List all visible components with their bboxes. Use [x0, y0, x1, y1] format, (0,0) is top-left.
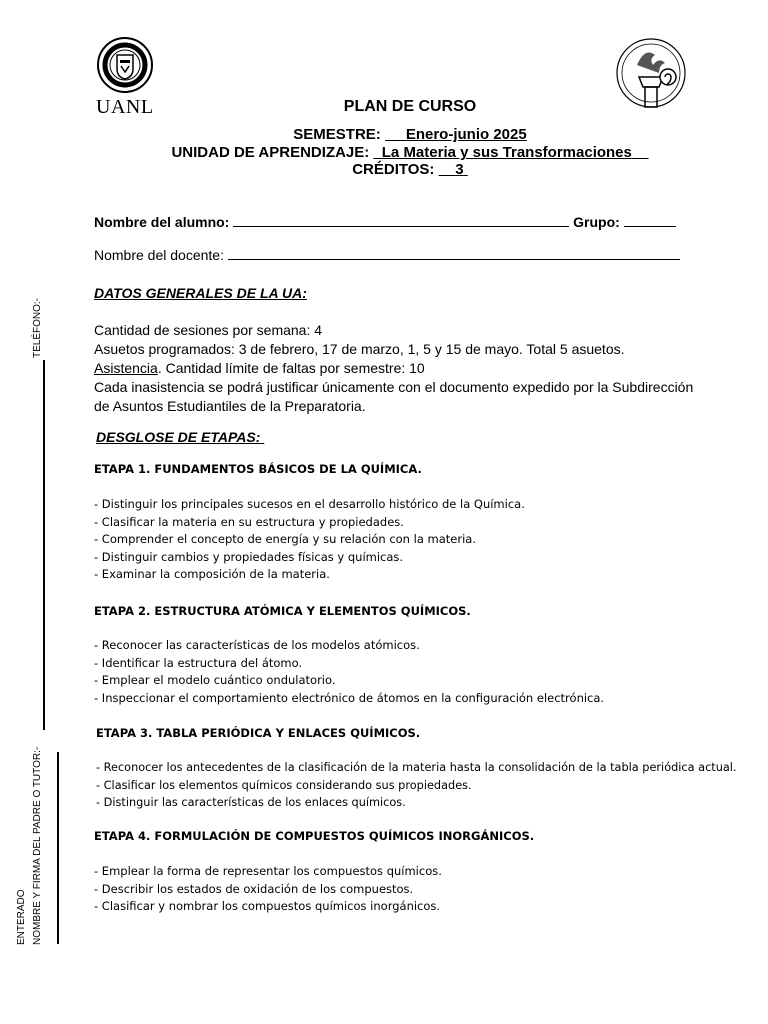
list-item: - Distinguir las características de los enlaces químicos.	[96, 796, 406, 809]
uanl-seal-logo	[96, 36, 154, 94]
inasistencia-text-1: Cada inasistencia se podrá justificar únicamente con el documento expedido por la Subdirección	[94, 379, 694, 395]
etapa-4-list	[94, 863, 442, 916]
enterado-label: ENTERADO	[16, 889, 27, 945]
list-item: - Clasificar y nombrar los compuestos químicos inorgánicos.	[94, 899, 441, 913]
datos-generales-heading: DATOS GENERALES DE LA UA:	[94, 285, 307, 301]
creditos-value: 3	[455, 161, 464, 178]
enterado-line	[57, 752, 59, 944]
unidad-label: UNIDAD DE APRENDIZAJE:	[171, 144, 370, 161]
inasistencia-text-2: de Asuntos Estudiantiles de la Preparatoria.	[94, 398, 366, 414]
telefono-line	[43, 360, 45, 730]
page-title: PLAN DE CURSO	[343, 98, 477, 115]
list-item: - Emplear el modelo cuántico ondulatorio.	[94, 673, 336, 687]
asuetos-text: Asuetos programados: 3 de febrero, 17 de marzo, 1, 5 y 15 de mayo. Total 5 asuetos.	[94, 341, 625, 357]
semestre-label: SEMESTRE:	[293, 126, 381, 143]
docente-label: Nombre del docente:	[94, 247, 224, 263]
list-item: - Emplear la forma de representar los compuestos químicos.	[94, 864, 442, 878]
asistencia-text: Asistencia. Cantidad límite de faltas por semestre: 10	[94, 360, 425, 376]
datos-generales-body	[94, 321, 734, 416]
etapa-3-title: ETAPA 3. TABLA PERIÓDICA Y ENLACES QUÍMICOS.	[96, 726, 421, 740]
list-item: - Reconocer los antecedentes de la clasificación de la materia hasta la consolidación de la tabla periódica actual.	[96, 761, 737, 774]
etapa-1-title: ETAPA 1. FUNDAMENTOS BÁSICOS DE LA QUÍMICA.	[94, 462, 422, 476]
list-item: - Describir los estados de oxidación de los compuestos.	[94, 881, 414, 896]
telefono-label: TELÉFONO:-	[32, 297, 43, 358]
docente-field[interactable]	[228, 245, 680, 260]
list-item: - Examinar la composición de la materia.	[94, 567, 330, 581]
list-item: - Distinguir cambios y propiedades físicas y químicas.	[94, 549, 404, 564]
uanl-wordmark: UANL	[96, 96, 154, 118]
list-item: - Clasificar la materia en su estructura y propiedades.	[94, 514, 404, 529]
alumno-field[interactable]	[233, 212, 569, 227]
list-item: - Distinguir los principales sucesos en el desarrollo histórico de la Química.	[94, 497, 525, 511]
etapa-2-title: ETAPA 2. ESTRUCTURA ATÓMICA Y ELEMENTOS QUÍMICOS.	[94, 604, 471, 618]
list-item: - Clasificar los elementos químicos considerando sus propiedades.	[96, 778, 472, 792]
sesiones-text: Cantidad de sesiones por semana: 4	[94, 322, 323, 338]
etapa-1-list	[94, 496, 525, 584]
creditos-label: CRÉDITOS:	[352, 161, 435, 178]
grupo-field[interactable]	[624, 212, 676, 227]
semestre-line	[0, 126, 768, 143]
semestre-value: Enero-junio 2025	[405, 126, 527, 143]
etapa-2-list	[94, 637, 604, 707]
asistencia-label: Asistencia	[94, 360, 158, 376]
firma-label: NOMBRE Y FIRMA DEL PADRE O TUTOR:-	[32, 746, 43, 945]
list-item: - Inspeccionar el comportamiento electrónico de átomos en la configuración electrónica.	[94, 690, 605, 705]
grupo-label: Grupo:	[573, 214, 620, 230]
list-item: - Reconocer las características de los modelos atómicos.	[94, 638, 420, 652]
creditos-line	[0, 161, 768, 178]
unidad-line	[0, 144, 768, 161]
list-item: - Identificar la estructura del átomo.	[94, 655, 303, 670]
list-item: - Comprender el concepto de energía y su relación con la materia.	[94, 532, 476, 546]
desglose-heading: DESGLOSE DE ETAPAS:	[96, 429, 261, 445]
firma-line-top	[43, 700, 45, 730]
alumno-label: Nombre del alumno:	[94, 214, 230, 230]
etapa-3-list	[96, 759, 737, 812]
etapa-4-title: ETAPA 4. FORMULACIÓN DE COMPUESTOS QUÍMICOS INORGÁNICOS.	[94, 829, 535, 843]
unidad-value: La Materia y sus Transformaciones	[381, 144, 632, 161]
alumno-row	[94, 212, 676, 230]
docente-row	[94, 245, 680, 263]
